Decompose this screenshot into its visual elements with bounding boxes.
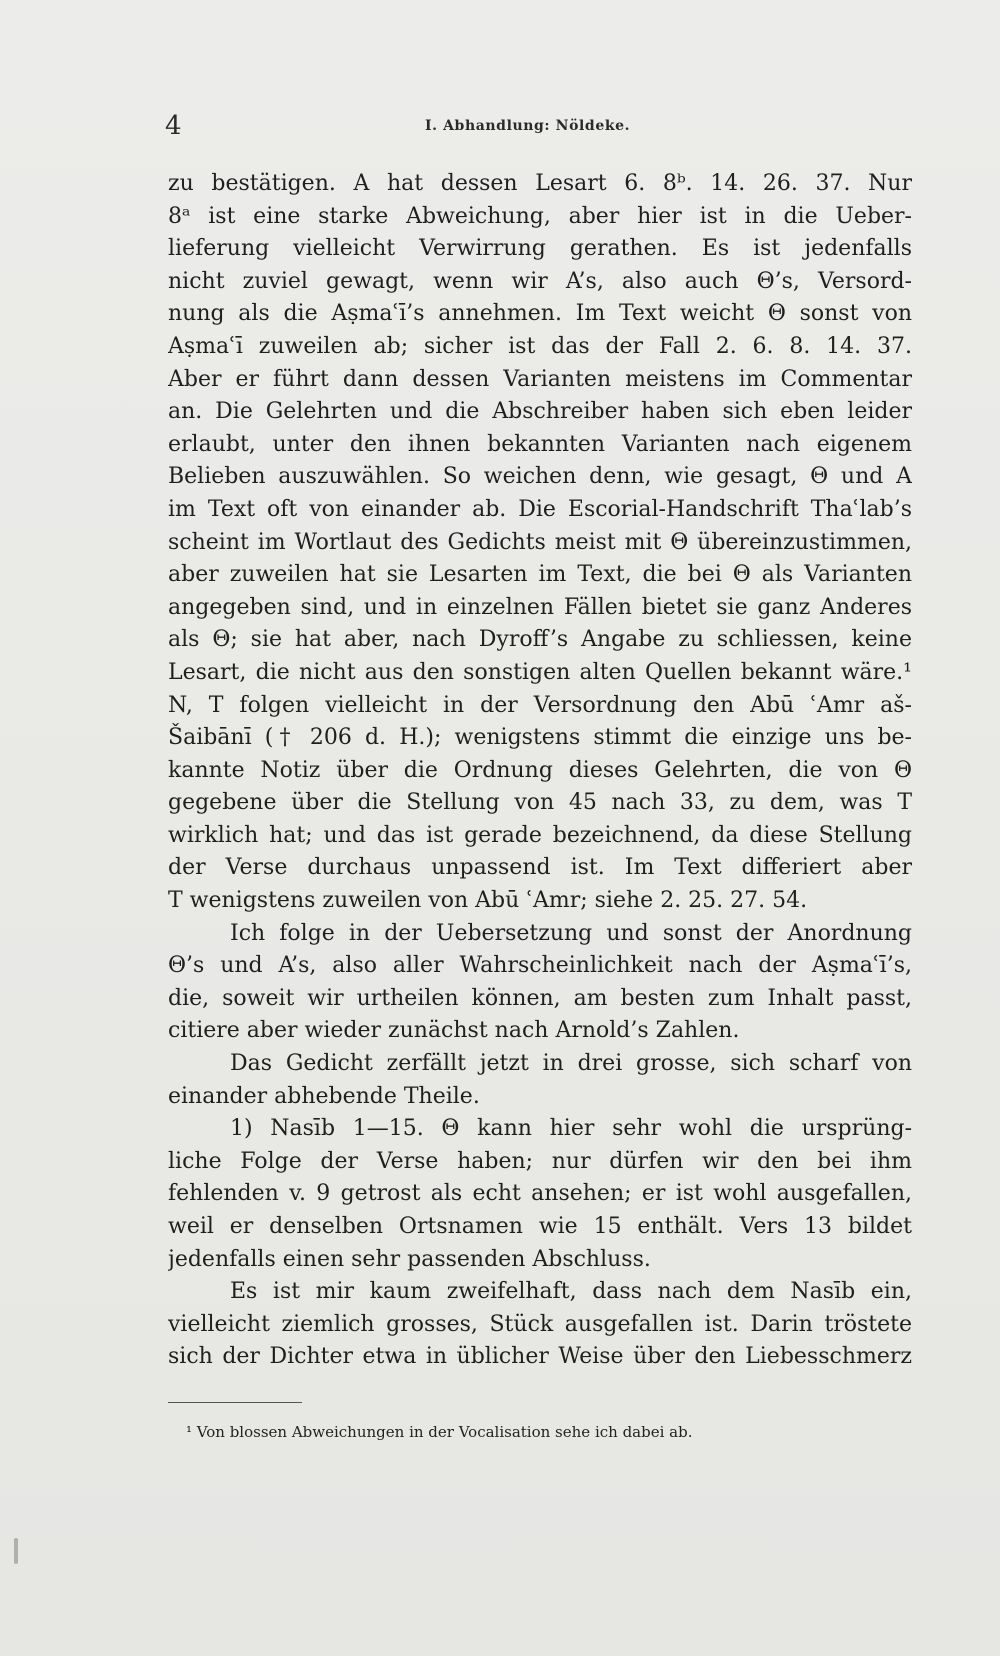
text-line: nicht zuviel gewagt, wenn wir A’s, also auch Θ’s, Versord- — [168, 268, 912, 294]
text-line: weil er denselben Ortsnamen wie 15 enthält. Vers 13 bildet — [168, 1214, 912, 1239]
text-line: vielleicht ziemlich grosses, Stück ausgefallen ist. Darin tröstete — [168, 1311, 912, 1337]
text-line: sich der Dichter etwa in üblicher Weise über den Liebesschmerz — [168, 1344, 912, 1370]
text-line: N, T folgen vielleicht in der Versordnung den Abū ʿAmr aš- — [168, 692, 912, 718]
text-line: liche Folge der Verse haben; nur dürfen wir den bei ihm — [168, 1148, 912, 1174]
text-line: angegeben sind, und in einzelnen Fällen bietet sie ganz Anderes — [168, 594, 912, 620]
text-line: 8ᵃ ist eine starke Abweichung, aber hier ist in die Ueber- — [168, 203, 912, 229]
text-line: an. Die Gelehrten und die Abschreiber haben sich eben leider — [168, 399, 912, 425]
text-line: Lesart, die nicht aus den sonstigen alten Quellen bekannt wäre.¹ — [168, 659, 912, 685]
text-line: kannte Notiz über die Ordnung dieses Gelehrten, die von Θ — [168, 757, 912, 783]
footnote: ¹ Von blossen Abweichungen in der Vocalisation sehe ich dabei ab. — [186, 1423, 693, 1441]
text-line: aber zuweilen hat sie Lesarten im Text, die bei Θ als Varianten — [168, 562, 912, 588]
text-line: lieferung vielleicht Verwirrung gerathen. Es ist jedenfalls — [168, 236, 912, 262]
text-line: T wenigstens zuweilen von Abū ʿAmr; siehe 2. 25. 27. 54. — [168, 888, 808, 914]
text-line: im Text oft von einander ab. Die Escorial-Handschrift Thaʿlab’s — [168, 496, 912, 522]
text-line: die, soweit wir urtheilen können, am besten zum Inhalt passt, — [168, 985, 912, 1011]
text-line: Šaibānī († 206 d. H.); wenigstens stimmt die einzige uns be- — [168, 725, 912, 751]
body-text — [168, 168, 912, 1374]
text-line: nung als die Aṣmaʿī’s annehmen. Im Text weicht Θ sonst von — [168, 301, 912, 327]
text-line: citiere aber wieder zunächst nach Arnold’s Zahlen. — [168, 1018, 740, 1044]
text-line: zu bestätigen. A hat dessen Lesart 6. 8ᵇ. 14. 26. 37. Nur — [168, 171, 912, 196]
text-line: Θ’s und A’s, also aller Wahrscheinlichkeit nach der Aṣmaʿī’s, — [168, 953, 912, 979]
footnote-divider — [168, 1402, 302, 1403]
text-line: 1) Nasīb 1—15. Θ kann hier sehr wohl die ursprüng- — [230, 1116, 912, 1142]
text-line: Das Gedicht zerfällt jetzt in drei grosse, sich scharf von — [230, 1051, 912, 1077]
text-line: Ich folge in der Uebersetzung und sonst der Anordnung — [230, 920, 912, 946]
running-head: I. Abhandlung: Nöldeke. — [425, 118, 631, 134]
page-number: 4 — [165, 111, 182, 141]
text-line: der Verse durchaus unpassend ist. Im Text differiert aber — [168, 855, 912, 881]
text-line: als Θ; sie hat aber, nach Dyroff’s Angabe zu schliessen, keine — [168, 627, 912, 653]
text-line: Aber er führt dann dessen Varianten meistens im Commentar — [168, 366, 912, 392]
text-line: jedenfalls einen sehr passenden Abschluss. — [168, 1246, 651, 1272]
text-line: gegebene über die Stellung von 45 nach 33, zu dem, was T — [168, 790, 912, 816]
text-line: Aṣmaʿī zuweilen ab; sicher ist das der Fall 2. 6. 8. 14. 37. — [168, 333, 912, 359]
text-line: wirklich hat; und das ist gerade bezeichnend, da diese Stellung — [168, 822, 912, 848]
text-line: fehlenden v. 9 getrost als echt ansehen; er ist wohl ausgefallen, — [168, 1181, 912, 1207]
page-header — [165, 106, 925, 146]
text-line: erlaubt, unter den ihnen bekannten Varianten nach eigenem — [168, 431, 912, 457]
scan-mark — [14, 1538, 18, 1564]
text-line: Es ist mir kaum zweifelhaft, dass nach dem Nasīb ein, — [230, 1279, 912, 1305]
text-line: scheint im Wortlaut des Gedichts meist mit Θ übereinzustimmen, — [168, 529, 912, 555]
text-line: Belieben auszuwählen. So weichen denn, wie gesagt, Θ und A — [168, 464, 912, 490]
text-line: einander abhebende Theile. — [168, 1083, 480, 1109]
